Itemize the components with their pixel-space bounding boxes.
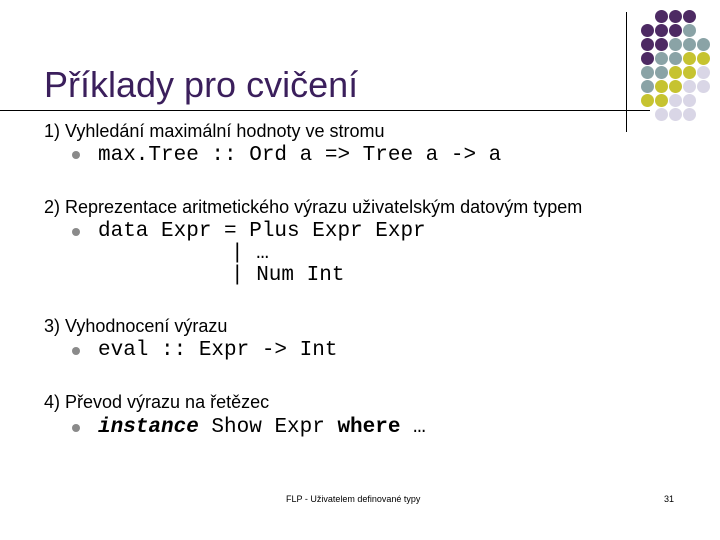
decorative-dot (641, 38, 654, 51)
decorative-dot (683, 10, 696, 23)
code-fragment: … (400, 416, 426, 439)
keyword-where: where (337, 416, 401, 439)
bullet-icon (72, 424, 80, 432)
bullet-icon (72, 347, 80, 355)
decorative-dot (641, 80, 654, 93)
item-2-code-line-3: | Num Int (231, 264, 345, 287)
title-vertical-rule (626, 12, 627, 132)
decorative-dot (683, 24, 696, 37)
decorative-dot (641, 52, 654, 65)
decorative-dot (683, 52, 696, 65)
item-3-code: eval :: Expr -> Int (98, 339, 338, 362)
decorative-dot (655, 66, 668, 79)
decorative-dot (655, 10, 668, 23)
decorative-dot (697, 80, 710, 93)
decorative-dot (641, 24, 654, 37)
item-3-heading: 3) Vyhodnocení výrazu (44, 316, 228, 336)
decorative-dot (655, 38, 668, 51)
decorative-dot (697, 38, 710, 51)
bullet-icon (72, 228, 80, 236)
decorative-dot (655, 94, 668, 107)
decorative-dot (669, 108, 682, 121)
decorative-dot (683, 94, 696, 107)
decorative-dot (669, 94, 682, 107)
decorative-dot (683, 80, 696, 93)
decorative-dot (683, 108, 696, 121)
decorative-dot (683, 38, 696, 51)
decorative-dot (655, 52, 668, 65)
decorative-dot (641, 94, 654, 107)
decorative-dot (669, 24, 682, 37)
decorative-dot (669, 38, 682, 51)
decorative-dot (655, 80, 668, 93)
item-2-code-line-1: data Expr = Plus Expr Expr (98, 220, 426, 243)
item-2-code-line-2: | … (231, 242, 269, 265)
decorative-dot (669, 80, 682, 93)
decorative-dot (669, 52, 682, 65)
decorative-dot (641, 66, 654, 79)
decorative-dot (683, 66, 696, 79)
item-1-code: max.Tree :: Ord a => Tree a -> a (98, 144, 502, 167)
slide-title: Příklady pro cvičení (44, 64, 359, 105)
decorative-dot (669, 10, 682, 23)
decorative-dot (655, 108, 668, 121)
title-underline (0, 110, 650, 111)
item-1-heading: 1) Vyhledání maximální hodnoty ve stromu (44, 121, 385, 141)
page-number: 31 (664, 494, 675, 504)
keyword-instance: instance (98, 416, 199, 439)
item-4-heading: 4) Převod výrazu na řetězec (44, 392, 270, 412)
footer-text: FLP - Uživatelem definované typy (286, 494, 421, 504)
code-fragment: Show Expr (198, 416, 338, 439)
item-4-code (98, 416, 426, 439)
item-2-heading: 2) Reprezentace aritmetického výrazu uživatelským datovým typem (44, 197, 583, 217)
decorative-dot (669, 66, 682, 79)
bullet-icon (72, 151, 80, 159)
decorative-dot (697, 66, 710, 79)
decorative-dot (697, 52, 710, 65)
decorative-dot (655, 24, 668, 37)
